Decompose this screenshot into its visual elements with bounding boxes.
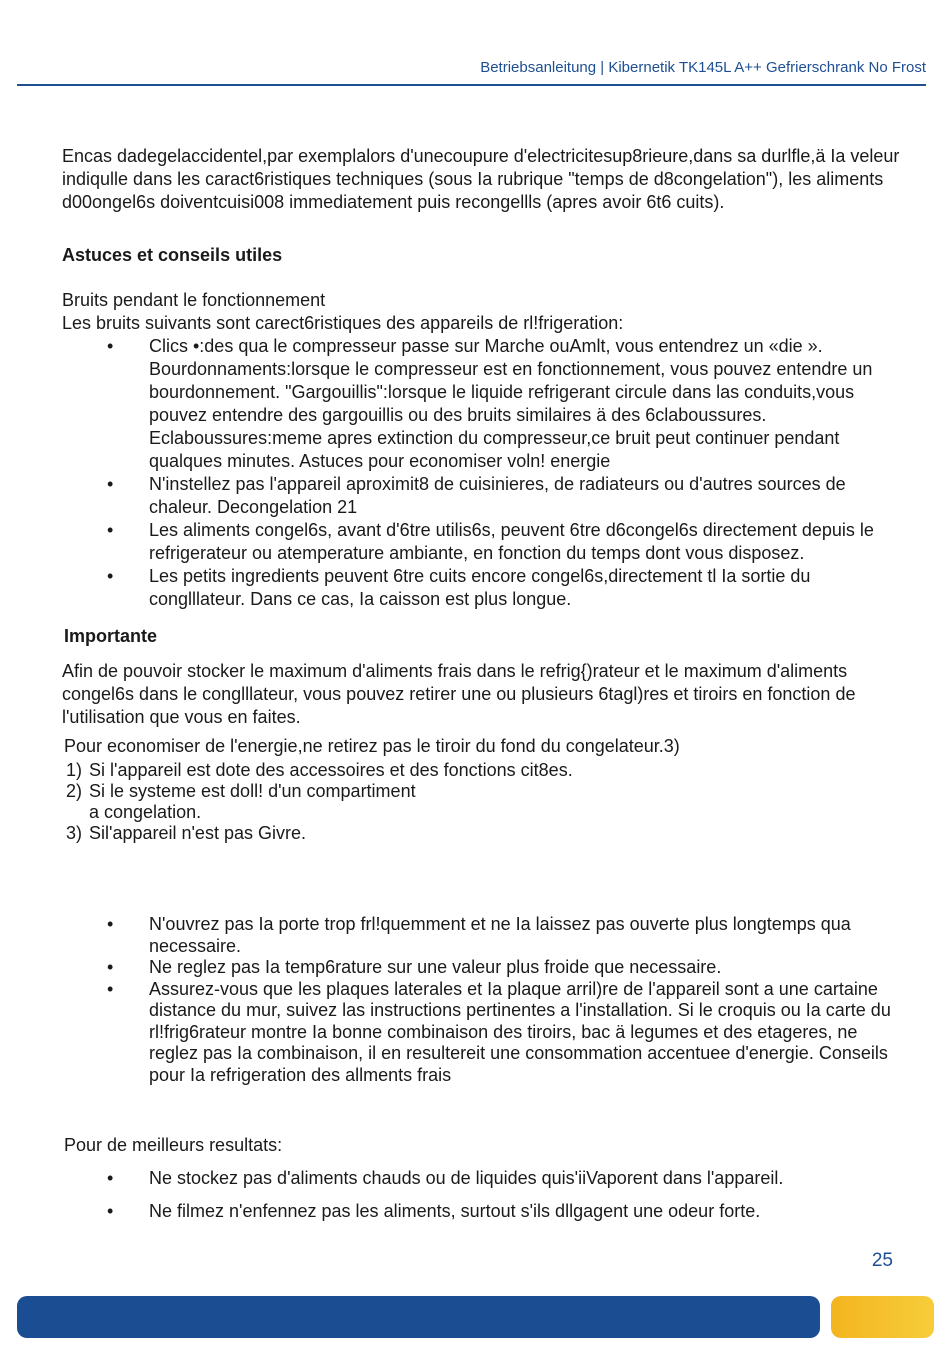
energy-note: Pour economiser de l'energie,ne retirez pas le tiroir du fond du congelateur.3) — [64, 736, 680, 756]
footnote-item: 2) Si le systeme est doll! d'un compartiment — [66, 781, 416, 801]
noise-subtitle: Les bruits suivants sont carect6ristiques des appareils de rl!frigeration: — [62, 313, 624, 333]
best-results-list — [62, 1167, 902, 1223]
list-item: • Ne stockez pas d'aliments chauds ou de liquides quis'iiVaporent dans l'appareil. — [149, 1167, 902, 1190]
page-header — [17, 59, 926, 86]
best-results-title: Pour de meilleurs resultats: — [64, 1135, 283, 1155]
section-heading: Astuces et conseils utiles — [62, 245, 283, 265]
list-item: • N'instellez pas l'appareil aproximit8 de cuisinieres, de radiateurs ou d'autres sources de chaleur. Decongelation 21 — [149, 473, 902, 519]
list-item: • Les aliments congel6s, avant d'6tre utilis6s, peuvent 6tre d6congel6s directement depuis le refrigerateur ou atemperature ambiante, en fonction du temps dont vous disposez. — [149, 519, 902, 565]
list-item: • Ne reglez pas Ia temp6rature sur une valeur plus froide que necessaire. — [149, 957, 902, 979]
page-content — [62, 145, 902, 1233]
list-item: • Assurez-vous que les plaques laterales et Ia plaque arril)re de l'appareil sont a une cartaine distance du mur, suivez las instructions pertinentes a l'installation. Si le croquis ou Ia carte du rl!frig6rateur montre Ia bonne combinaison des tiroirs, bac ä legumes et des etageres, ne reglez pas Ia combinaison, il en resultereit une consommation accentuee d'energie. Conseils pour Ia refrigeration des allments frais — [149, 979, 902, 1087]
header-title: Betriebsanleitung | Kibernetik TK145L A++ Gefrierschrank No Frost — [480, 59, 926, 76]
noise-list — [62, 335, 902, 611]
footer-bar-yellow — [831, 1296, 934, 1338]
list-item: • Les petits ingredients peuvent 6tre cuits encore congel6s,directement tl Ia sortie du conglllateur. Dans ce cas, Ia caisson est plus longue. — [149, 565, 902, 611]
important-text: Afin de pouvoir stocker le maximum d'aliments frais dans le refrig{)rateur et le maximum d'aliments congel6s dans le conglllateur, vous pouvez retirer une ou plusieurs 6tagl)res et tiroirs en fonction de l'utilisation que vous en faites. — [62, 661, 856, 727]
footnotes — [62, 760, 902, 844]
important-heading: Importante — [64, 626, 158, 646]
list-item: • Clics •:des qua le compresseur passe sur Marche ouAmlt, vous entendrez un «die ». Bourdonnaments:lorsque le compresseur est en fonctionnement, vous pouvez entendre un bourdonnement. "Gargouillis":lorsque le liquide refrigerant circule dans las conduits,vous pouvez entendre des gargouillis ou des bruits similaires ä des 6claboussures. Eclaboussures:meme apres extinction du compresseur,ce bruit peut continuer pendant qualques minutes. Astuces pour economiser voln! energie — [149, 335, 902, 473]
footnote-item: 3) Sil'appareil n'est pas Givre. — [66, 823, 306, 843]
footer-bar-blue — [17, 1296, 820, 1338]
page-number: 25 — [871, 1250, 893, 1271]
list-item: • N'ouvrez pas Ia porte trop frl!quemment et ne Ia laissez pas ouverte plus longtemps qua necessaire. — [149, 914, 902, 957]
intro-paragraph: Encas dadegelaccidentel,par exemplalors d'unecoupure d'electricitesup8rieure,dans sa durlfle,ä Ia veleur indiqulle dans les caract6ristiques techniques (sous Ia rubrique "temps de d8congelation"), les aliments d00ongel6s doiventcuisi008 immediatement puis recongellls (apres avoir 6t6 cuits). — [62, 146, 900, 212]
footnote-item: 1) Si l'appareil est dote des accessoires et des fonctions cit8es. — [66, 760, 573, 780]
tips-list — [62, 914, 902, 1086]
noise-title: Bruits pendant le fonctionnement — [62, 290, 326, 310]
list-item: • Ne filmez n'enfennez pas les aliments, surtout s'ils dllgagent une odeur forte. — [149, 1200, 902, 1223]
footnote-item: a congelation. — [89, 802, 202, 822]
